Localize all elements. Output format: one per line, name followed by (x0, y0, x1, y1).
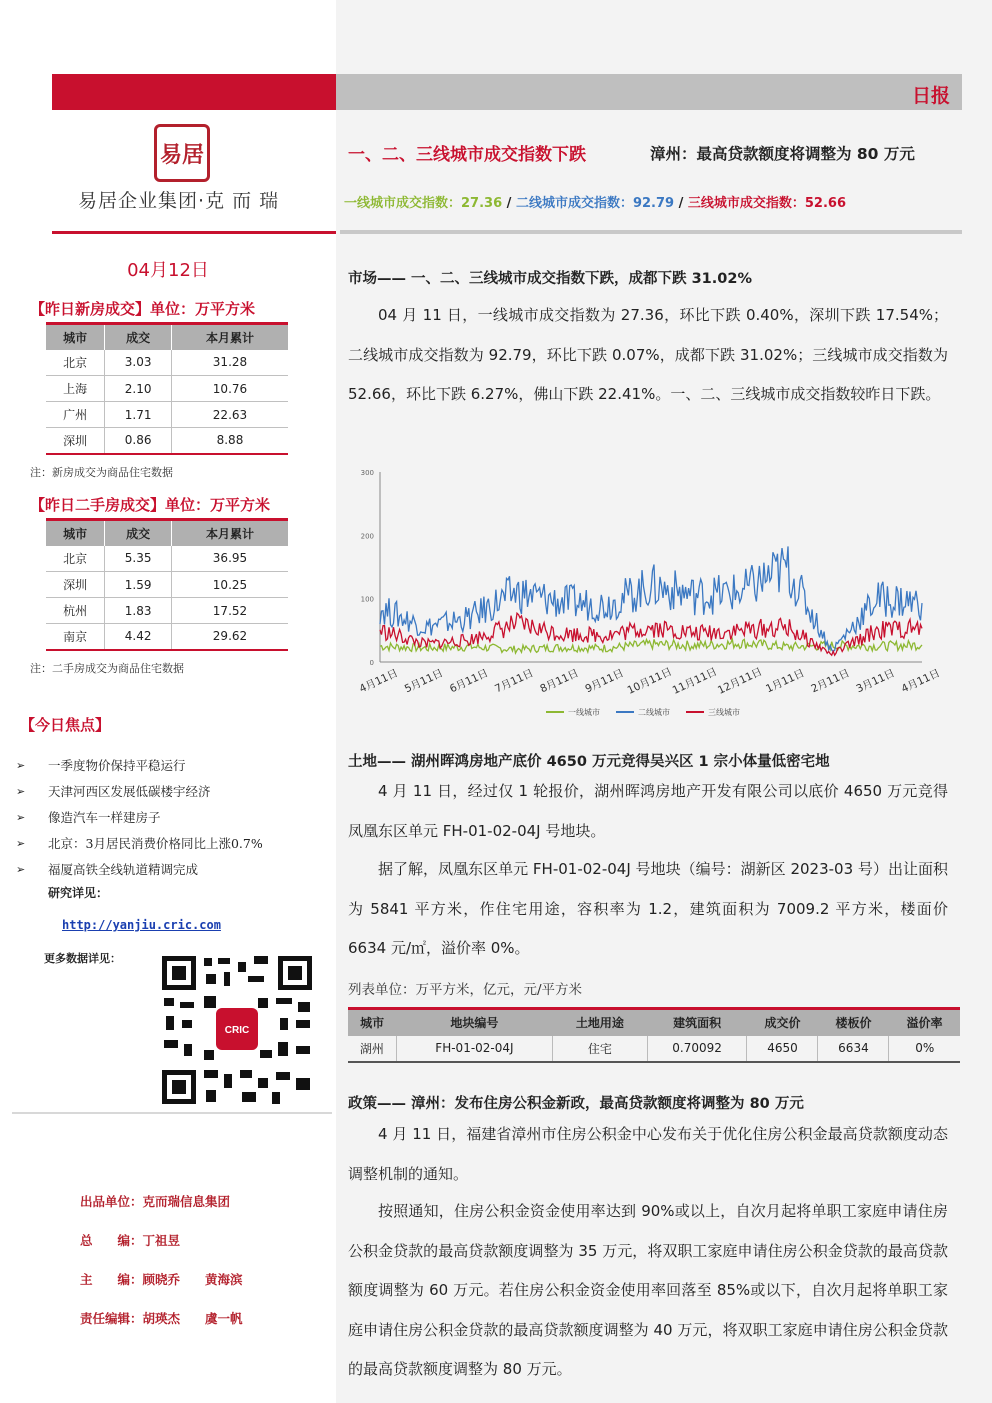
market-paragraph: 04 月 11 日，一线城市成交指数为 27.36，环比下跌 0.40%，深圳下跌 17.54%；二线城市成交指数为 92.79，环比下跌 0.07%，成都下跌 31.02%；三线城市成交指数为 52.66，环比下跌 6.27%，佛山下跌 22.41%。一、二、三线城市成交指数较昨日下跌。 (348, 306, 948, 403)
tier2-index: 二线城市成交指数：92.79 (515, 196, 675, 211)
x-tick-label: 7月11日 (493, 667, 536, 696)
logo-char: 易居 (159, 141, 204, 168)
market-title: 市场—— 一、二、三线城市成交指数下跌，成都下跌 31.02% (348, 271, 752, 287)
y-tick-label: 300 (360, 469, 374, 477)
col-header: 城市 (46, 520, 105, 546)
y-tick-label: 0 (369, 659, 374, 667)
y-tick-label: 100 (360, 595, 374, 604)
cell: 广州 (46, 402, 105, 428)
x-tick-label: 6月11日 (447, 667, 491, 696)
cell: 36.95 (171, 546, 288, 572)
headline: 一、二、三线城市成交指数下跌 (348, 145, 586, 165)
cell: 29.62 (171, 624, 288, 650)
cell: 4650 (747, 1036, 818, 1062)
col-header: 本月累计 (171, 520, 288, 546)
research-link[interactable]: http://yanjiu.cric.com (62, 918, 221, 932)
separator: / (678, 196, 684, 211)
x-tick-label: 5月11日 (402, 667, 446, 696)
cell: 南京 (46, 624, 105, 650)
credit-responsible-editor: 责任编辑：胡瑛杰 虞一帆 (80, 1311, 243, 1326)
cell: 0% (889, 1036, 960, 1062)
policy-paragraph-2: 按照通知，住房公积金资金使用率达到 90%或以上，自次月起将单职工家庭申请住房公积金贷款的最高贷款额度调整为 35 万元，将双职工家庭申请住房公积金贷款的最高贷款额度调整为 60 万元。若住房公积金资金使用率回落至 85%或以下，自次月起将单职工家庭申请住房公积金贷款的最高贷款额度调整为 40 万元，将双职工家庭申请住房公积金贷款的最高贷款额度调整为 80 万元。 (348, 1202, 948, 1378)
col-header: 楼板价 (818, 1009, 889, 1036)
col-header: 成交价 (747, 1009, 818, 1036)
focus-item[interactable] (16, 856, 326, 882)
focus-item-label: 一季度物价保持平稳运行 (48, 758, 186, 773)
cell: 1.59 (105, 572, 172, 598)
col-header: 城市 (46, 324, 105, 350)
land-table (348, 1007, 960, 1063)
credits (80, 1192, 243, 1348)
cell: 深圳 (46, 572, 105, 598)
col-header: 成交 (105, 520, 172, 546)
x-tick-label: 3月11日 (854, 667, 897, 696)
cell: 10.76 (171, 376, 288, 402)
series-line-1 (380, 639, 922, 653)
sidebar (0, 0, 336, 1403)
report-date: 04月12日 (127, 260, 209, 281)
col-header: 地块编号 (396, 1009, 552, 1036)
header-bar (336, 74, 962, 110)
cell: 0.70092 (647, 1036, 747, 1062)
chart-tick-labels (358, 469, 942, 697)
x-tick-label: 4月11日 (899, 667, 942, 696)
cell: 2.10 (105, 376, 172, 402)
company-logo (154, 124, 210, 182)
arrow-icon: ➢ (16, 836, 26, 850)
second-house-title: 【昨日二手房成交】单位：万平方米 (30, 496, 271, 514)
x-tick-label: 10月11日 (625, 665, 674, 697)
col-header: 成交 (105, 324, 172, 350)
legend-label: 一线城市 (568, 708, 600, 717)
cell: 住宅 (553, 1036, 648, 1062)
cell: 22.63 (171, 402, 288, 428)
cell: 北京 (46, 546, 105, 572)
y-tick-label: 200 (360, 532, 374, 541)
credit-chief-editor: 总 编：丁祖昱 (80, 1233, 181, 1248)
sidebar-top-bar (52, 74, 336, 110)
arrow-icon: ➢ (16, 784, 26, 798)
focus-item-label: 福厦高铁全线轨道精调完成 (48, 862, 199, 877)
cell: 4.42 (105, 624, 172, 650)
arrow-icon: ➢ (16, 862, 26, 876)
header-divider (340, 230, 962, 234)
tier1-index: 一线城市成交指数：27.36 (344, 196, 503, 211)
second-house-table (46, 518, 288, 651)
table-units: 列表单位：万平方米，亿元，元/平方米 (348, 982, 583, 998)
second-house-note: 注：二手房成交为商品住宅数据 (30, 662, 184, 675)
x-tick-label: 4月11日 (357, 667, 400, 696)
col-header: 城市 (348, 1009, 396, 1036)
cell: 3.03 (105, 350, 172, 376)
col-header: 土地用途 (553, 1009, 648, 1036)
arrow-icon: ➢ (16, 810, 26, 824)
cell: 31.28 (171, 350, 288, 376)
col-header: 溢价率 (889, 1009, 960, 1036)
cell: 湖州 (348, 1036, 396, 1062)
land-paragraph-1: 4 月 11 日，经过仅 1 轮报价，湖州晖鸿房地产开发有限公司以底价 4650 万元竞得凤凰东区单元 FH-01-02-04J 号地块。 (348, 782, 948, 840)
x-tick-label: 8月11日 (538, 667, 581, 696)
focus-title: 【今日焦点】 (20, 716, 111, 734)
cell: 0.86 (105, 428, 172, 454)
cell: 17.52 (171, 598, 288, 624)
table-row (46, 402, 288, 428)
x-tick-label: 12月11日 (715, 665, 765, 697)
table-row (46, 572, 288, 598)
new-house-note: 注：新房成交为商品住宅数据 (30, 466, 173, 479)
x-tick-label: 9月11日 (583, 667, 626, 696)
focus-item[interactable] (16, 752, 326, 778)
credit-editor: 主 编：顾晓乔 黄海滨 (80, 1272, 243, 1287)
col-header: 本月累计 (171, 324, 288, 350)
table-row (46, 376, 288, 402)
index-line-chart (346, 462, 946, 724)
legend-label: 二线城市 (638, 708, 670, 717)
new-house-table (46, 322, 288, 455)
cell: FH-01-02-04J (396, 1036, 552, 1062)
table-row (46, 428, 288, 454)
col-header: 建筑面积 (647, 1009, 747, 1036)
tier3-index: 三线城市成交指数：52.66 (687, 196, 846, 211)
focus-item[interactable] (16, 804, 326, 830)
policy-paragraph-1: 4 月 11 日，福建省漳州市住房公积金中心发布关于优化住房公积金最高贷款额度动态调整机制的通知。 (348, 1125, 948, 1183)
separator: / (506, 196, 512, 211)
cell: 深圳 (46, 428, 105, 454)
land-title: 土地—— 湖州晖鸿房地产底价 4650 万元竞得吴兴区 1 宗小体量低密宅地 (348, 754, 830, 770)
chart-legend (546, 707, 740, 717)
focus-item[interactable] (16, 778, 326, 804)
land-paragraph-2: 据了解，凤凰东区单元 FH-01-02-04J 号地块（编号：湖新区 2023-03 号）出让面积为 5841 平方米，作住宅用途，容积率为 1.2，建筑面积为 7009.2 平方米，楼面价 6634 元/㎡，溢价率 0%。 (348, 860, 948, 957)
focus-item[interactable] (16, 830, 326, 856)
cell: 5.35 (105, 546, 172, 572)
x-tick-label: 11月11日 (670, 665, 720, 697)
cell: 8.88 (171, 428, 288, 454)
x-tick-label: 1月11日 (764, 667, 807, 696)
headline-secondary: 漳州：最高贷款额度将调整为 80 万元 (650, 145, 915, 163)
x-tick-label: 2月11日 (809, 667, 852, 696)
cell: 1.83 (105, 598, 172, 624)
svg-text:CRIC: CRIC (224, 1025, 250, 1036)
cell: 1.71 (105, 402, 172, 428)
chart-axes (380, 472, 922, 662)
cell: 杭州 (46, 598, 105, 624)
focus-item-label: 北京：3月居民消费价格同比上涨0.7% (48, 836, 263, 851)
focus-item-label: 像造汽车一样建房子 (48, 810, 161, 825)
credit-publisher: 出品单位：克而瑞信息集团 (80, 1194, 231, 1209)
legend-label: 三线城市 (708, 708, 740, 717)
cell: 6634 (818, 1036, 889, 1062)
focus-list (16, 752, 326, 882)
arrow-icon: ➢ (16, 758, 26, 772)
focus-item-label: 天津河西区发展低碳楼宇经济 (48, 784, 211, 799)
sidebar-divider-bottom (12, 1112, 332, 1114)
policy-title: 政策—— 漳州：发布住房公积金新政，最高贷款额度将调整为 80 万元 (348, 1096, 804, 1112)
more-data-label: 更多数据详见： (44, 952, 121, 965)
cell: 上海 (46, 376, 105, 402)
index-summary (344, 192, 846, 211)
cell: 10.25 (171, 572, 288, 598)
cell: 北京 (46, 350, 105, 376)
table-row (46, 350, 288, 376)
sidebar-divider (52, 231, 336, 234)
table-row (46, 624, 288, 650)
table-row (46, 546, 288, 572)
research-label: 研究详见： (48, 886, 109, 900)
company-name: 易居企业集团·克 而 瑞 (78, 190, 280, 212)
table-row (348, 1036, 960, 1062)
new-house-title: 【昨日新房成交】单位：万平方米 (30, 300, 256, 318)
qr-code-icon[interactable] (160, 954, 314, 1106)
chart-series (380, 546, 922, 655)
table-row (46, 598, 288, 624)
report-type: 日报 (912, 85, 951, 107)
